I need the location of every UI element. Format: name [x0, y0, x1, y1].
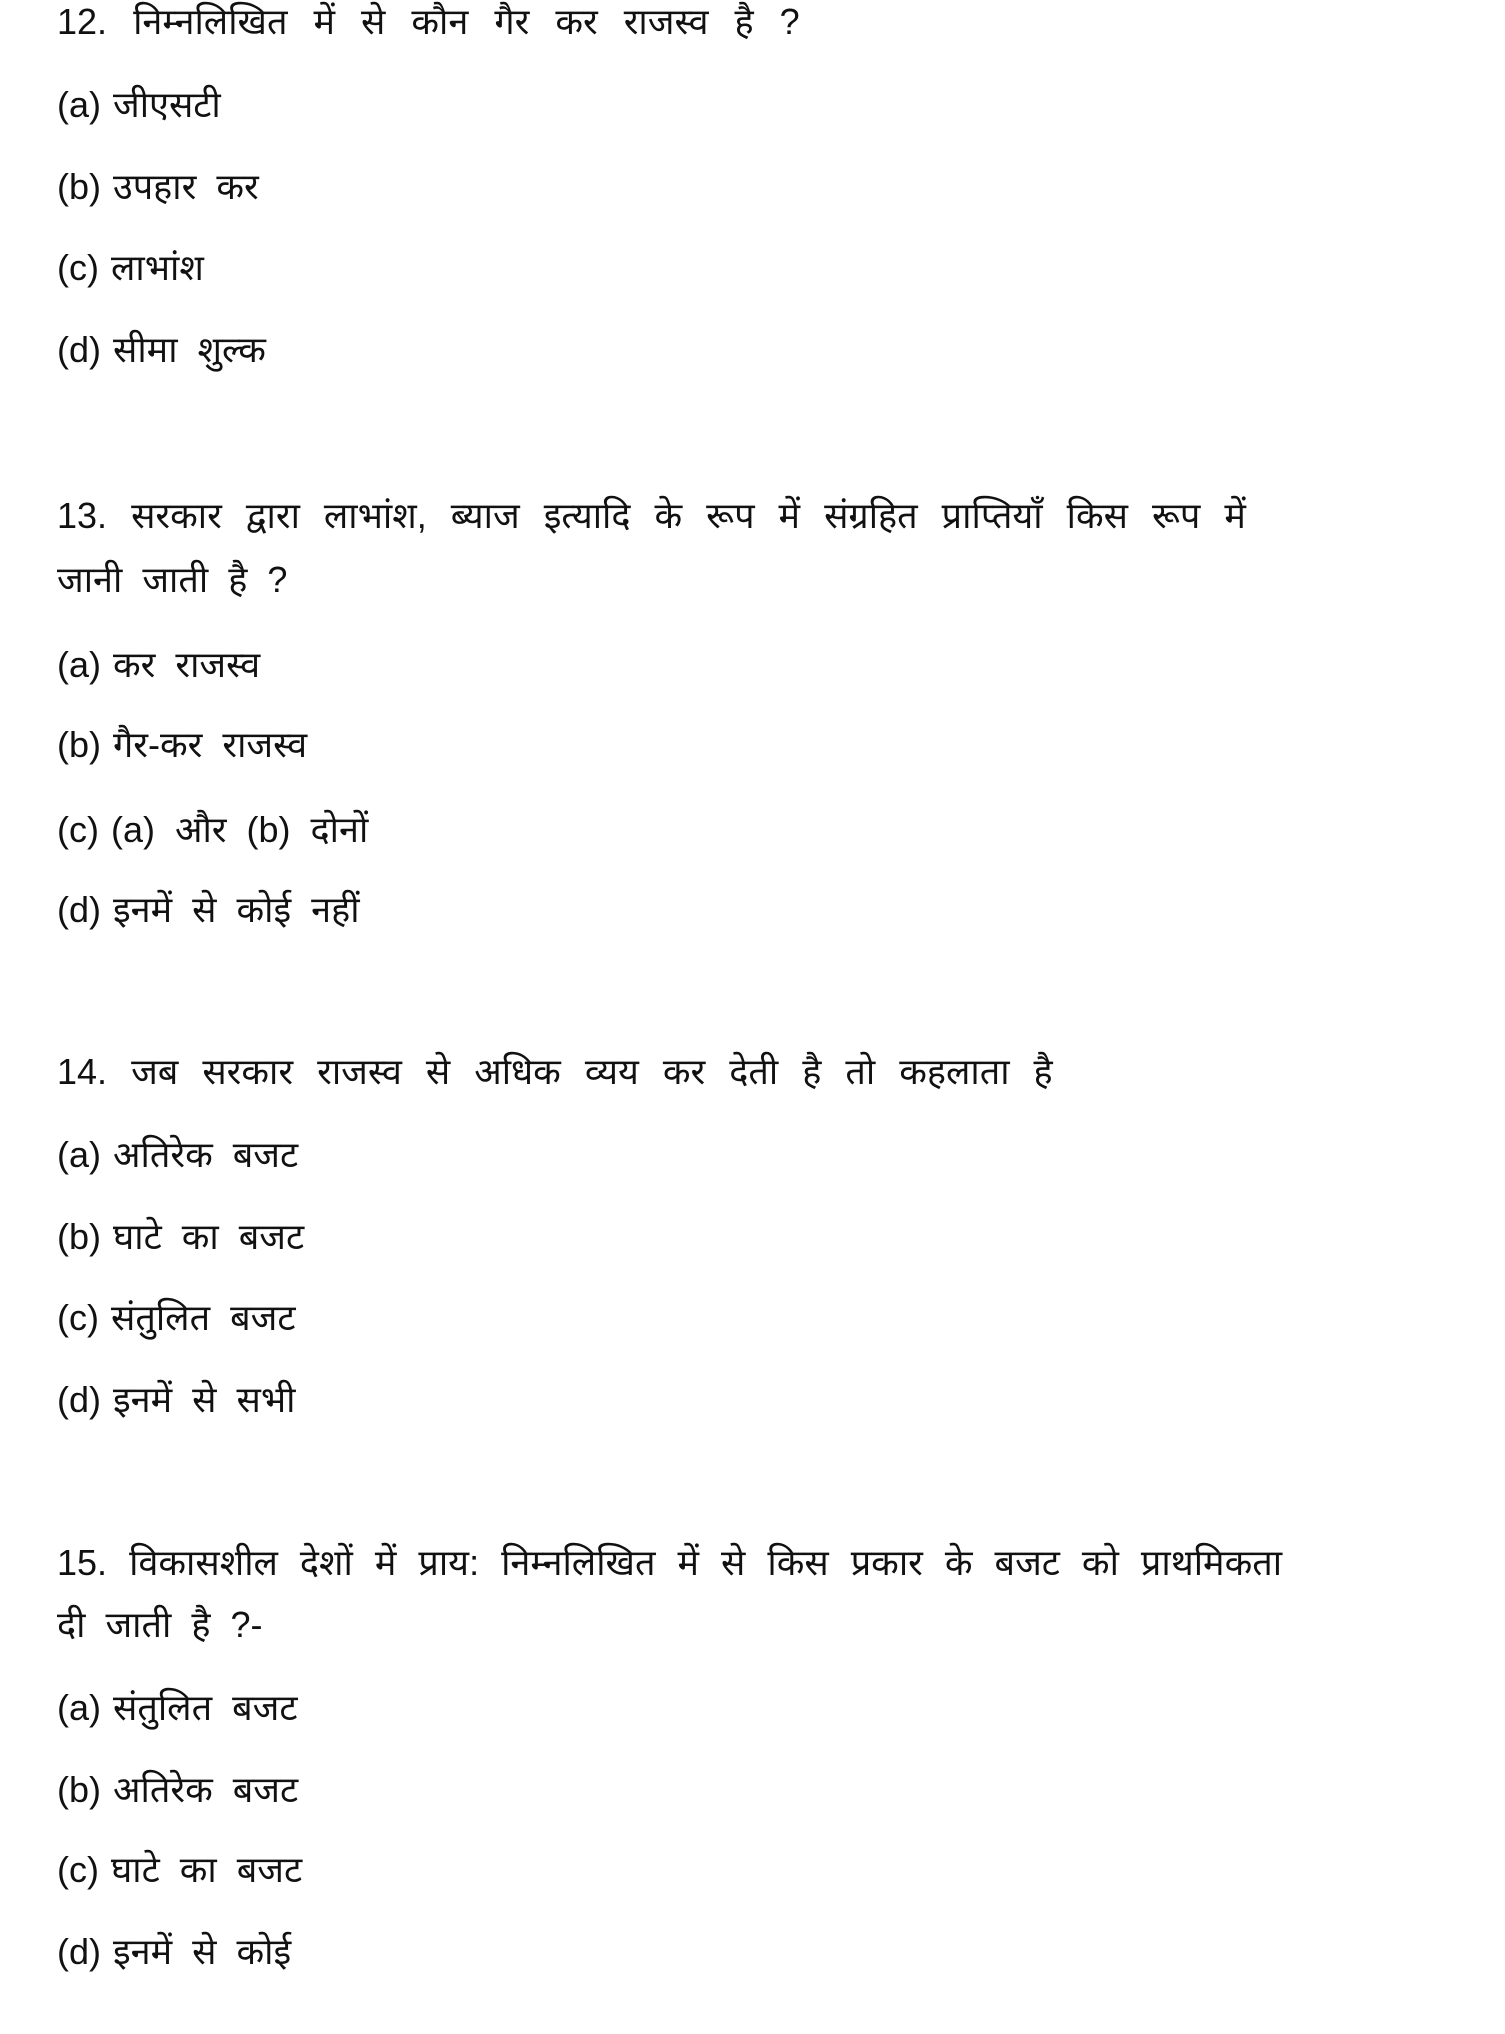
option-c — [57, 808, 368, 852]
option-a — [57, 1686, 298, 1730]
option-text: उपहार कर — [113, 166, 259, 207]
option-d — [57, 1378, 296, 1422]
option-label: (a) — [57, 644, 101, 685]
option-c — [57, 246, 204, 290]
question-15-text-line2 — [57, 1603, 262, 1647]
option-b — [57, 165, 259, 209]
option-label: (b) — [57, 166, 101, 207]
option-label: (a) — [57, 1134, 101, 1175]
option-label: (d) — [57, 1379, 101, 1420]
option-label: (a) — [57, 1687, 101, 1728]
option-text: घाटे का बजट — [113, 1216, 305, 1257]
option-label: (d) — [57, 329, 101, 370]
option-a — [57, 83, 221, 127]
question-text: जानी जाती है ? — [57, 559, 288, 600]
question-text: विकासशील देशों में प्राय: निम्नलिखित में से किस प्रकार के बजट को प्राथमिकता — [129, 1542, 1283, 1583]
option-b — [57, 1768, 298, 1812]
question-14-text — [57, 1050, 1053, 1094]
option-text: संतुलित बजट — [113, 1687, 298, 1728]
option-label: (d) — [57, 1931, 101, 1972]
option-text: जीएसटी — [113, 84, 221, 125]
option-text: संतुलित बजट — [110, 1297, 296, 1338]
option-text: इनमें से सभी — [113, 1379, 296, 1420]
option-label: (c) — [57, 1297, 99, 1338]
option-label: (b) — [57, 1769, 101, 1810]
option-b — [57, 1215, 304, 1259]
option-text: अतिरेक बजट — [113, 1769, 299, 1810]
option-label: (c) — [57, 809, 99, 850]
option-text: सीमा शुल्क — [113, 329, 266, 370]
question-number: 12. — [57, 1, 108, 42]
question-text: निम्नलिखित में से कौन गैर कर राजस्व है ? — [133, 1, 800, 42]
option-c — [57, 1848, 302, 1892]
question-number: 14. — [57, 1051, 108, 1092]
option-d — [57, 888, 360, 932]
option-a — [57, 643, 260, 687]
question-12-text — [57, 0, 800, 44]
option-c — [57, 1296, 296, 1340]
question-13-text — [57, 494, 1246, 538]
option-text: कर राजस्व — [113, 644, 261, 685]
option-a — [57, 1133, 298, 1177]
option-text: लाभांश — [110, 247, 204, 288]
option-label: (b) — [57, 724, 101, 765]
question-text: दी जाती है ?- — [57, 1604, 263, 1645]
option-text: घाटे का बजट — [110, 1849, 303, 1890]
option-label: (c) — [57, 1849, 99, 1890]
question-number: 15. — [57, 1542, 108, 1583]
question-15-text — [57, 1541, 1282, 1585]
option-text: अतिरेक बजट — [113, 1134, 299, 1175]
option-label: (b) — [57, 1216, 101, 1257]
question-text: सरकार द्वारा लाभांश, ब्याज इत्यादि के रूप में संग्रहित प्राप्तियाँ किस रूप में — [131, 495, 1246, 536]
option-text: इनमें से कोई — [113, 1931, 292, 1972]
option-label: (a) — [57, 84, 101, 125]
question-number: 13. — [57, 495, 108, 536]
option-d — [57, 1930, 291, 1974]
option-text: गैर-कर राजस्व — [113, 724, 308, 765]
option-label: (d) — [57, 889, 101, 930]
question-13-text-line2 — [57, 558, 287, 602]
option-label: (c) — [57, 247, 99, 288]
option-b — [57, 723, 307, 767]
question-text: जब सरकार राजस्व से अधिक व्यय कर देती है तो कहलाता है — [131, 1051, 1053, 1092]
option-d — [57, 328, 266, 372]
option-text: इनमें से कोई नहीं — [113, 889, 360, 930]
option-text: (a) और (b) दोनों — [110, 809, 369, 850]
